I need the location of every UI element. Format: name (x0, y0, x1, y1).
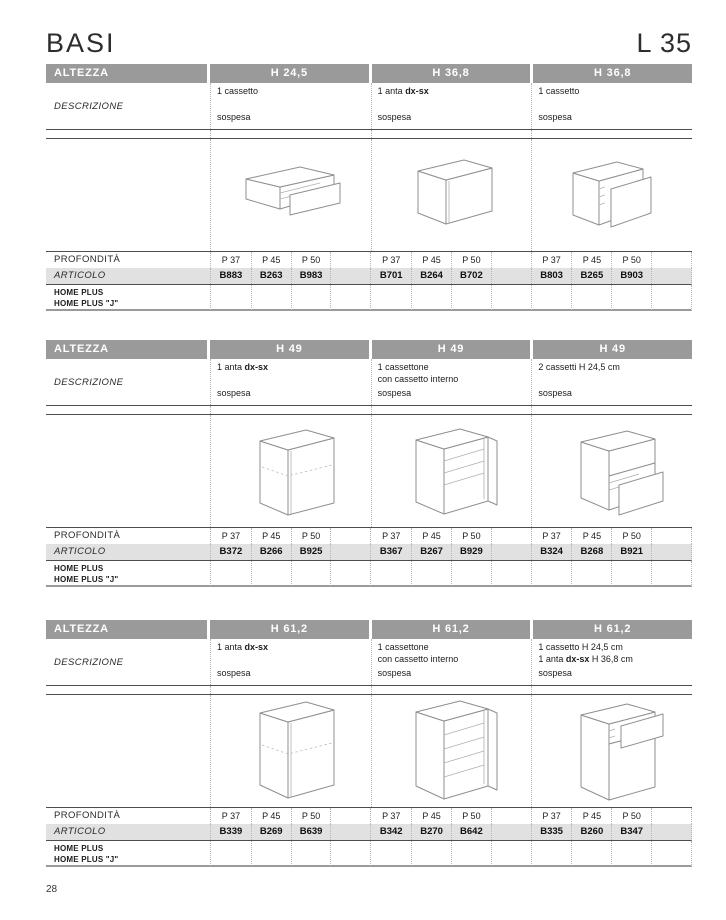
mount-label: sospesa (377, 388, 412, 399)
depth-value: P 50 (611, 252, 651, 268)
description-cell (371, 83, 532, 129)
mount-label: sospesa (538, 112, 572, 123)
article-code: B264 (411, 268, 451, 284)
illustration-cell (210, 139, 371, 251)
depth-value: P 37 (382, 811, 401, 821)
description-text: 1 anta dx-sx (377, 86, 429, 96)
illustration-cell (371, 415, 532, 527)
article-empty (651, 268, 691, 284)
height-header: H 49 (372, 340, 531, 359)
cube-cabinet-closed-door-illustration (376, 139, 526, 251)
tall-cabinet-closed-door-illustration (216, 695, 366, 807)
depth-group (531, 528, 691, 544)
product-table-h612 (46, 620, 692, 867)
depth-group (210, 252, 370, 268)
depth-value: P 45 (571, 252, 611, 268)
article-empty (651, 544, 691, 560)
article-group (210, 544, 370, 560)
cabinet-two-drawers-bottom-open-illustration (537, 415, 687, 527)
article-code: B367 (379, 546, 403, 557)
article-code: B372 (219, 546, 243, 557)
article-code: B701 (379, 270, 403, 281)
mount-label: sospesa (217, 668, 251, 679)
article-group (370, 544, 530, 560)
page-title: BASI (46, 28, 116, 58)
article-code: B702 (451, 268, 491, 284)
height-header: H 61,2 (372, 620, 531, 639)
articolo-row (46, 824, 692, 841)
description-cell (371, 359, 532, 405)
product-table-h49 (46, 340, 692, 587)
article-code: B803 (540, 270, 563, 281)
article-code: B983 (291, 268, 331, 284)
depth-value: P 37 (542, 255, 561, 265)
depth-empty (651, 808, 691, 824)
article-code: B642 (451, 824, 491, 840)
cabinet-closed-door-illustration (216, 415, 366, 527)
low-cabinet-open-drawer-illustration (216, 139, 366, 251)
description-row (46, 83, 692, 130)
articolo-row (46, 268, 692, 285)
article-code: B347 (611, 824, 651, 840)
description-text: 1 anta dx-sx H 36,8 cm (538, 653, 633, 664)
profondita-label: PROFONDITÀ (54, 254, 121, 265)
altezza-header: ALTEZZA (46, 64, 207, 83)
article-group (531, 824, 691, 840)
depth-empty (491, 252, 531, 268)
profondita-label: PROFONDITÀ (54, 530, 121, 541)
description-text: 1 cassetto H 24,5 cm (538, 642, 623, 652)
article-group (531, 268, 691, 284)
height-header: H 61,2 (533, 620, 692, 639)
article-code: B260 (571, 824, 611, 840)
depth-value: P 37 (382, 531, 401, 541)
article-empty (491, 544, 531, 560)
profondita-row (46, 808, 692, 824)
mount-label: sospesa (377, 668, 412, 679)
mount-label: sospesa (217, 112, 251, 123)
article-code: B324 (540, 546, 563, 557)
article-group (210, 268, 370, 284)
illustration-cell (210, 695, 371, 807)
description-cell (371, 639, 532, 685)
cabinet-open-drawer-door-below-illustration (537, 695, 687, 807)
depth-value: P 50 (451, 252, 491, 268)
altezza-header: ALTEZZA (46, 340, 207, 359)
illustration-row (46, 415, 692, 528)
descrizione-label: DESCRIZIONE (54, 656, 124, 668)
article-code: B339 (219, 826, 243, 837)
profondita-row (46, 528, 692, 544)
article-empty (491, 268, 531, 284)
depth-value: P 45 (251, 808, 291, 824)
home-plus-row (46, 841, 692, 867)
mount-label: sospesa (217, 388, 251, 399)
separator-row (46, 130, 692, 139)
article-code: B639 (291, 824, 331, 840)
table-header-row (46, 620, 692, 639)
depth-value: P 37 (221, 255, 241, 265)
descrizione-label: DESCRIZIONE (54, 100, 124, 112)
depth-group (370, 808, 530, 824)
depth-value: P 45 (571, 528, 611, 544)
article-code: B921 (611, 544, 651, 560)
descrizione-label: DESCRIZIONE (54, 376, 124, 388)
mount-label: sospesa (538, 668, 572, 679)
mount-label: sospesa (377, 112, 412, 123)
mount-label: sospesa (538, 388, 572, 399)
article-code: B267 (411, 544, 451, 560)
article-code: B342 (379, 826, 403, 837)
article-group (370, 824, 530, 840)
description-text: 2 cassetti H 24,5 cm (538, 362, 620, 372)
depth-value: P 37 (542, 811, 561, 821)
table-header-row (46, 340, 692, 359)
description-cell (531, 359, 692, 405)
depth-group (210, 808, 370, 824)
depth-value: P 50 (611, 528, 651, 544)
home-plus-label: HOME PLUS HOME PLUS "J" (54, 288, 119, 308)
article-code: B929 (451, 544, 491, 560)
article-empty (330, 268, 370, 284)
article-code: B269 (251, 824, 291, 840)
illustration-cell (531, 139, 692, 251)
description-row (46, 639, 692, 686)
articolo-row (46, 544, 692, 561)
article-code: B335 (540, 826, 563, 837)
profondita-row (46, 252, 692, 268)
separator-row (46, 406, 692, 415)
depth-value: P 37 (542, 531, 561, 541)
height-header: H 36,8 (533, 64, 692, 83)
article-code: B883 (219, 270, 243, 281)
home-plus-row (46, 285, 692, 311)
width-label: L 35 (636, 28, 692, 58)
home-plus-label: HOME PLUS HOME PLUS "J" (54, 564, 119, 584)
articolo-label: ARTICOLO (54, 826, 106, 837)
articolo-label: ARTICOLO (54, 270, 106, 281)
cabinet-open-door-internal-drawers-illustration (376, 415, 526, 527)
depth-empty (651, 528, 691, 544)
illustration-row (46, 695, 692, 808)
depth-group (210, 528, 370, 544)
article-group (210, 824, 370, 840)
article-code: B903 (611, 268, 651, 284)
depth-value: P 45 (251, 528, 291, 544)
description-text: 1 anta dx-sx (217, 642, 269, 652)
description-cell (531, 83, 692, 129)
illustration-cell (531, 415, 692, 527)
description-text: con cassetto interno (377, 373, 459, 384)
article-code: B266 (251, 544, 291, 560)
depth-value: P 50 (291, 808, 331, 824)
illustration-row (46, 139, 692, 252)
depth-empty (491, 528, 531, 544)
description-cell (210, 83, 371, 129)
article-code: B925 (291, 544, 331, 560)
depth-value: P 45 (411, 252, 451, 268)
illustration-cell (210, 415, 371, 527)
height-header: H 61,2 (210, 620, 369, 639)
description-cell (210, 359, 371, 405)
depth-empty (651, 252, 691, 268)
description-cell (210, 639, 371, 685)
depth-group (531, 252, 691, 268)
depth-value: P 37 (221, 531, 241, 541)
height-header: H 24,5 (210, 64, 369, 83)
height-header: H 49 (210, 340, 369, 359)
article-empty (491, 824, 531, 840)
separator-row (46, 686, 692, 695)
article-empty (651, 824, 691, 840)
article-code: B270 (411, 824, 451, 840)
description-text: 1 cassetto (538, 86, 580, 96)
article-code: B265 (571, 268, 611, 284)
depth-group (531, 808, 691, 824)
illustration-cell (371, 695, 532, 807)
description-row (46, 359, 692, 406)
depth-value: P 45 (411, 528, 451, 544)
description-text: 1 cassettone (377, 642, 429, 652)
depth-empty (330, 528, 370, 544)
depth-value: P 37 (221, 811, 241, 821)
description-cell (531, 639, 692, 685)
depth-empty (330, 808, 370, 824)
altezza-header: ALTEZZA (46, 620, 207, 639)
depth-value: P 45 (571, 808, 611, 824)
tall-cabinet-open-door-internal-drawers-illustration (376, 695, 526, 807)
description-text: 1 anta dx-sx (217, 362, 269, 372)
article-code: B268 (571, 544, 611, 560)
description-text: 1 cassettone (377, 362, 429, 372)
depth-empty (491, 808, 531, 824)
table-header-row (46, 64, 692, 83)
depth-group (370, 528, 530, 544)
product-table-h245 (46, 64, 692, 311)
profondita-label: PROFONDITÀ (54, 810, 121, 821)
depth-value: P 50 (611, 808, 651, 824)
depth-value: P 45 (251, 252, 291, 268)
cube-cabinet-open-drawer-illustration (537, 139, 687, 251)
page-number: 28 (46, 884, 58, 895)
description-text: 1 cassetto (217, 86, 259, 96)
article-empty (330, 544, 370, 560)
depth-value: P 37 (382, 255, 401, 265)
height-header: H 49 (533, 340, 692, 359)
height-header: H 36,8 (372, 64, 531, 83)
depth-empty (330, 252, 370, 268)
depth-group (370, 252, 530, 268)
depth-value: P 45 (411, 808, 451, 824)
home-plus-label: HOME PLUS HOME PLUS "J" (54, 844, 119, 864)
articolo-label: ARTICOLO (54, 546, 106, 557)
depth-value: P 50 (291, 252, 331, 268)
article-empty (330, 824, 370, 840)
depth-value: P 50 (451, 808, 491, 824)
home-plus-row (46, 561, 692, 587)
illustration-cell (531, 695, 692, 807)
depth-value: P 50 (451, 528, 491, 544)
article-group (370, 268, 530, 284)
article-group (531, 544, 691, 560)
illustration-cell (371, 139, 532, 251)
article-code: B263 (251, 268, 291, 284)
description-text: con cassetto interno (377, 653, 459, 664)
depth-value: P 50 (291, 528, 331, 544)
